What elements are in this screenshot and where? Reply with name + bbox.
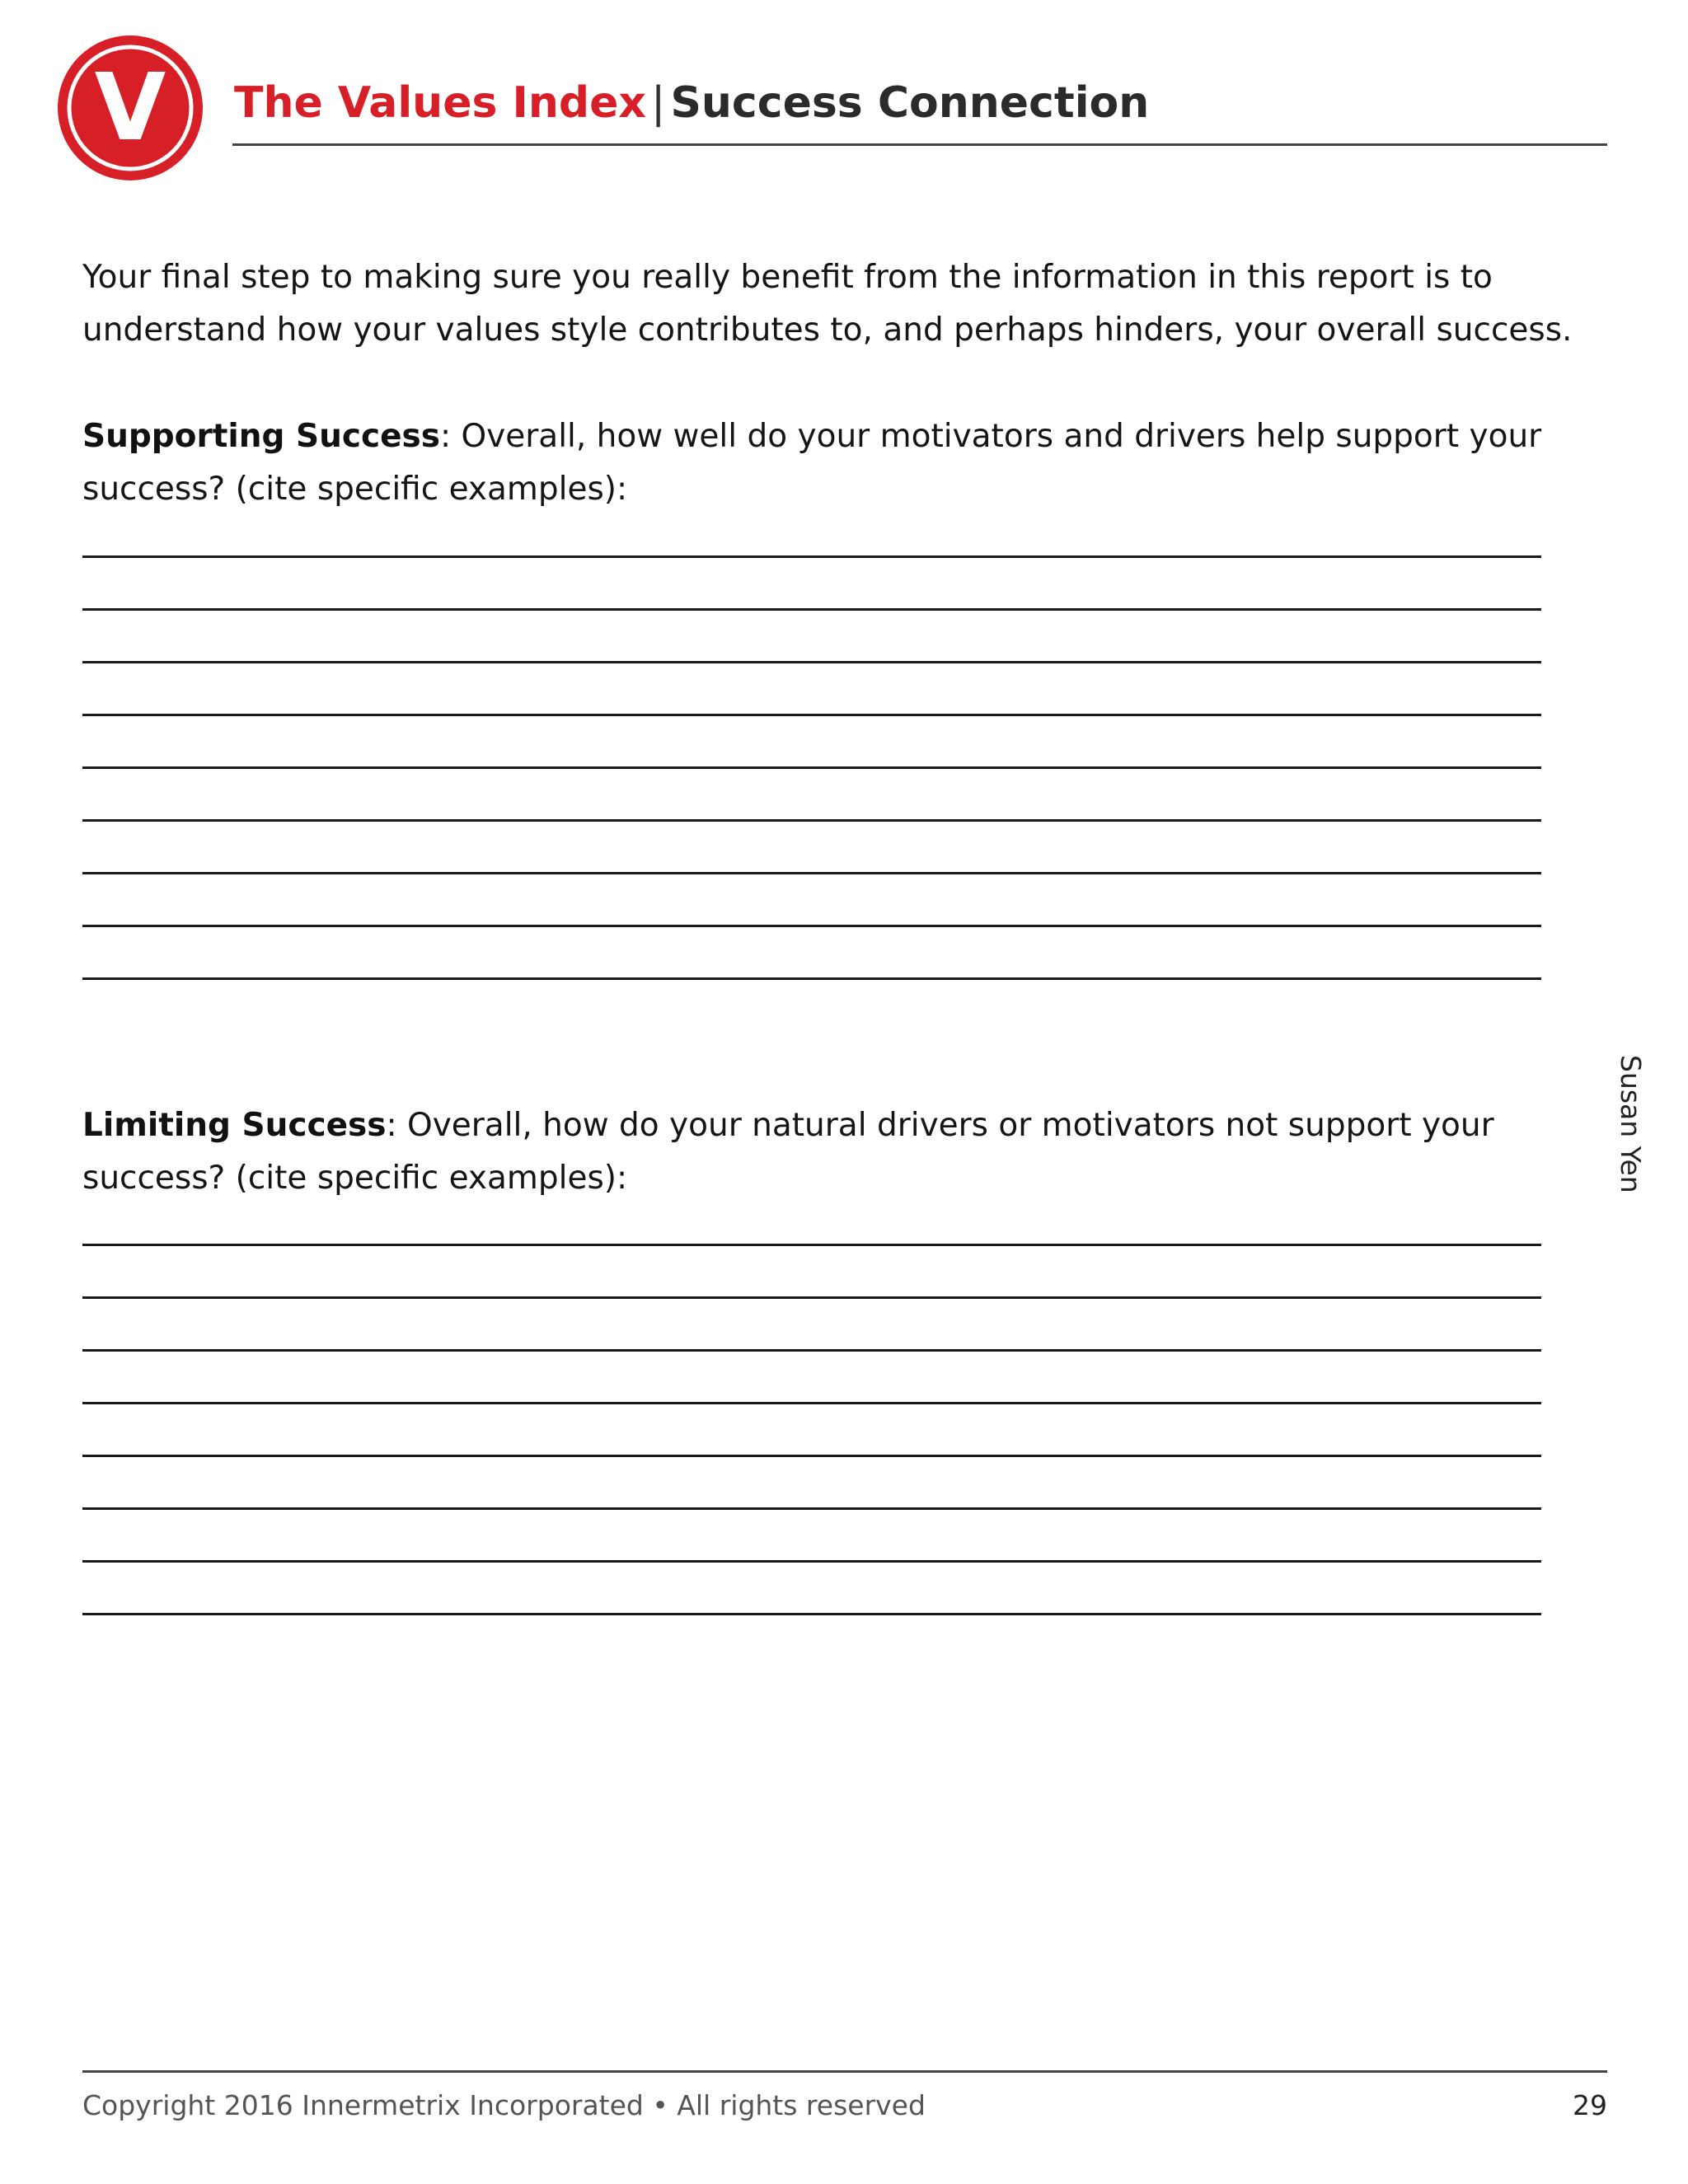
copyright-notice: Copyright 2016 Innermetrix Incorporated • All rights reserved	[82, 2089, 926, 2121]
section-title: Success Connection	[670, 78, 1150, 128]
page-number: 29	[1573, 2089, 1607, 2121]
participant-name: Susan Yen	[1615, 1055, 1647, 1193]
answer-line[interactable]	[82, 1507, 1541, 1510]
supporting-success-text: : Overall, how well do your motivators and drivers help support your success? (cite specific examples):	[82, 418, 1542, 508]
report-title: The Values Index	[234, 78, 646, 128]
answer-line[interactable]	[82, 661, 1541, 663]
values-index-logo	[56, 34, 204, 182]
answer-line[interactable]	[82, 608, 1541, 611]
limiting-success-question	[82, 1099, 1615, 1205]
logo-letter: V	[94, 54, 166, 162]
answer-line[interactable]	[82, 1244, 1541, 1246]
answer-line[interactable]	[82, 766, 1541, 769]
intro-paragraph: Your final step to making sure you really benefit from the information in this report is to understand how your values style contributes to, and perhaps hinders, your overall success.	[82, 259, 1573, 349]
answer-line[interactable]	[82, 872, 1541, 874]
answer-line[interactable]	[82, 1349, 1541, 1352]
page-title	[234, 74, 1149, 132]
answer-line[interactable]	[82, 1296, 1541, 1299]
answer-line[interactable]	[82, 925, 1541, 927]
answer-line[interactable]	[82, 1613, 1541, 1615]
limiting-success-text: : Overall, how do your natural drivers or motivators not support your success? (cite specific examples):	[82, 1107, 1494, 1197]
answer-line[interactable]	[82, 555, 1541, 558]
title-separator: |	[650, 78, 666, 128]
supporting-success-label: Supporting Success	[82, 418, 440, 455]
footer-divider	[82, 2070, 1607, 2073]
answer-line[interactable]	[82, 1455, 1541, 1457]
answer-line[interactable]	[82, 714, 1541, 716]
limiting-success-label: Limiting Success	[82, 1107, 387, 1144]
supporting-success-question	[82, 410, 1615, 516]
answer-line[interactable]	[82, 819, 1541, 822]
answer-line[interactable]	[82, 1402, 1541, 1404]
answer-line[interactable]	[82, 977, 1541, 980]
answer-line[interactable]	[82, 1560, 1541, 1563]
header-divider	[232, 143, 1607, 146]
